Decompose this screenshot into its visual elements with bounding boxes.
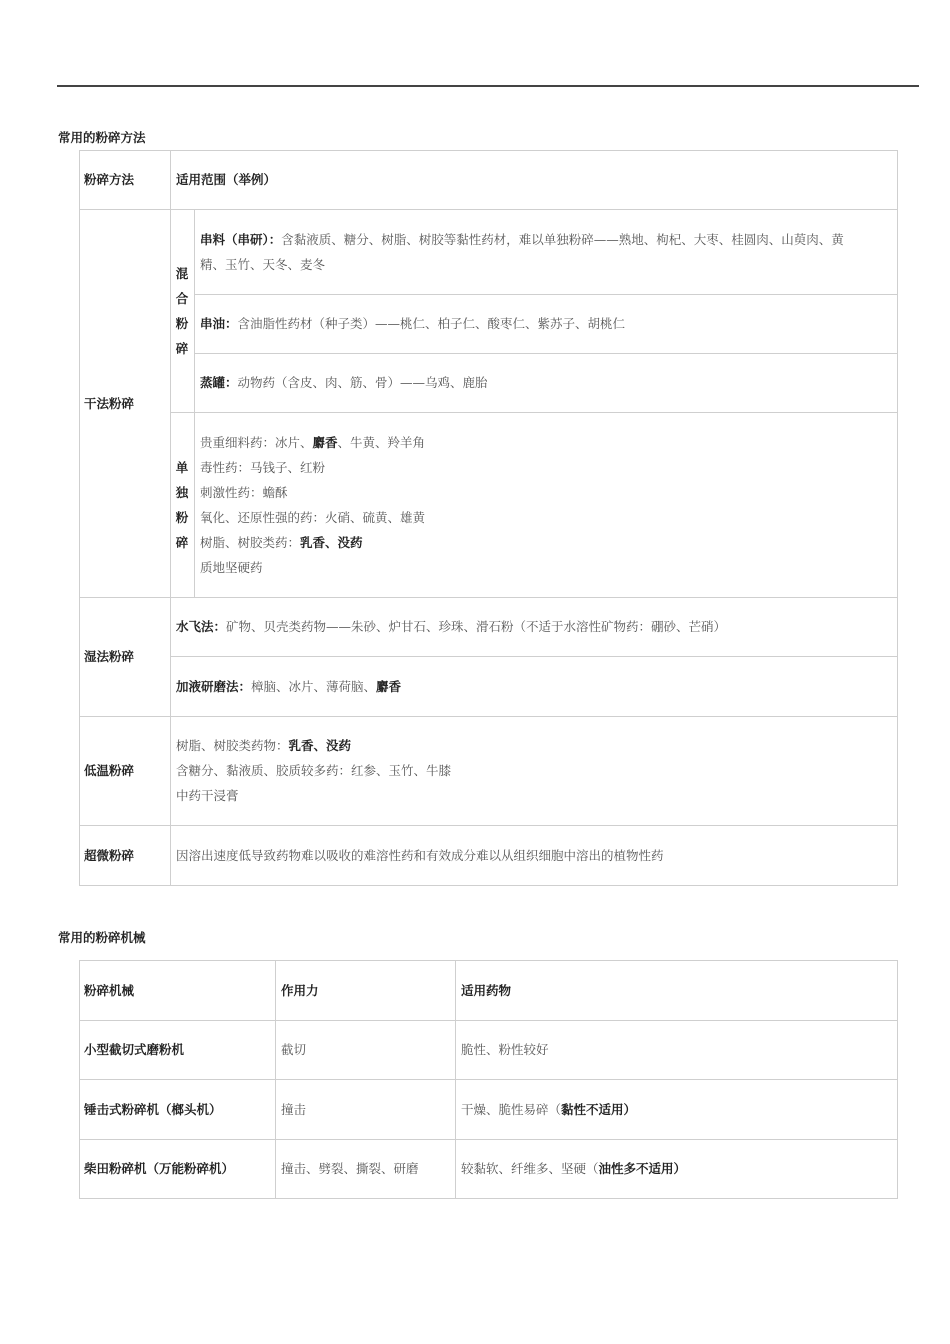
row-divider [79,597,898,598]
section-title-methods: 常用的粉碎方法 [58,130,146,145]
subcolumn-divider [194,209,195,597]
low-temp-line: 树脂、树胶类药物：乳香、没药 [176,738,352,753]
sub-row-divider [170,412,898,413]
mixed-item-chuanyou: 串油：含油脂性药材（种子类）——桃仁、柏子仁、酸枣仁、紫苏子、胡桃仁 [200,316,626,331]
row-divider [79,716,898,717]
sub-row-divider [194,294,898,295]
mixed-item-chuanliao-cont: 精、玉竹、天冬、麦冬 [200,257,326,272]
top-rule [57,85,919,87]
machine-name: 柴田粉碎机（万能粉碎机） [84,1161,235,1176]
header-scope: 适用范围（举例） [176,172,277,187]
row-divider [79,1139,898,1140]
single-line: 质地坚硬药 [200,560,263,575]
machine-force: 截切 [281,1042,307,1057]
single-line: 贵重细料药：冰片、麝香、牛黄、羚羊角 [200,435,426,450]
low-temp-line: 中药干浸膏 [176,788,239,803]
sub-row-divider [170,656,898,657]
low-temp-line: 含糖分、黏液质、胶质较多药：红参、玉竹、牛膝 [176,763,452,778]
ultrafine-scope: 因溶出速度低导致药物难以吸收的难溶性药和有效成分难以从组织细胞中溶出的植物性药 [176,848,664,863]
machine-force: 撞击、劈裂、撕裂、研磨 [281,1161,419,1176]
wet-method-label: 湿法粉碎 [84,649,135,664]
header-method: 粉碎方法 [84,172,135,187]
wet-item-jiaye: 加液研磨法：樟脑、冰片、薄荷脑、麝香 [176,679,402,694]
machine-name: 锤击式粉碎机（榔头机） [84,1102,222,1117]
machine-force: 撞击 [281,1102,307,1117]
wet-item-shuifei: 水飞法：矿物、贝壳类药物——朱砂、炉甘石、珍珠、滑石粉（不适于水溶性矿物药：硼砂、芒硝） [176,619,727,634]
machine-drug: 脆性、粉性较好 [461,1042,549,1057]
dry-method-label: 干法粉碎 [84,396,135,411]
single-line: 树脂、树胶类药：乳香、没药 [200,535,363,550]
header-force: 作用力 [281,983,319,998]
row-divider [79,1020,898,1021]
section-title-machines: 常用的粉碎机械 [58,930,146,945]
sub-row-divider [194,353,898,354]
mixed-item-chuanliao: 串料（串研）：含黏液质、糖分、树脂、树胶等黏性药材，难以单独粉碎——熟地、枸杞、大枣、桂圆肉、山萸肉、黄 [200,232,844,247]
machine-drug: 干燥、脆性易碎（黏性不适用） [461,1102,637,1117]
row-divider [79,1079,898,1080]
header-drug: 适用药物 [461,983,512,998]
low-temp-method-label: 低温粉碎 [84,763,135,778]
single-line: 氧化、还原性强的药：火硝、硫黄、雄黄 [200,510,426,525]
column-divider [170,150,171,886]
row-divider [79,825,898,826]
ultrafine-method-label: 超微粉碎 [84,848,135,863]
mixed-item-zhengguan: 蒸罐：动物药（含皮、肉、筋、骨）——乌鸡、鹿胎 [200,375,488,390]
row-divider [79,209,898,210]
single-line: 刺激性药：蟾酥 [200,485,288,500]
single-line: 毒性药：马钱子、红粉 [200,460,326,475]
machine-name: 小型截切式磨粉机 [84,1042,185,1057]
machine-drug: 较黏软、纤维多、坚硬（油性多不适用） [461,1161,687,1176]
header-machine: 粉碎机械 [84,983,135,998]
